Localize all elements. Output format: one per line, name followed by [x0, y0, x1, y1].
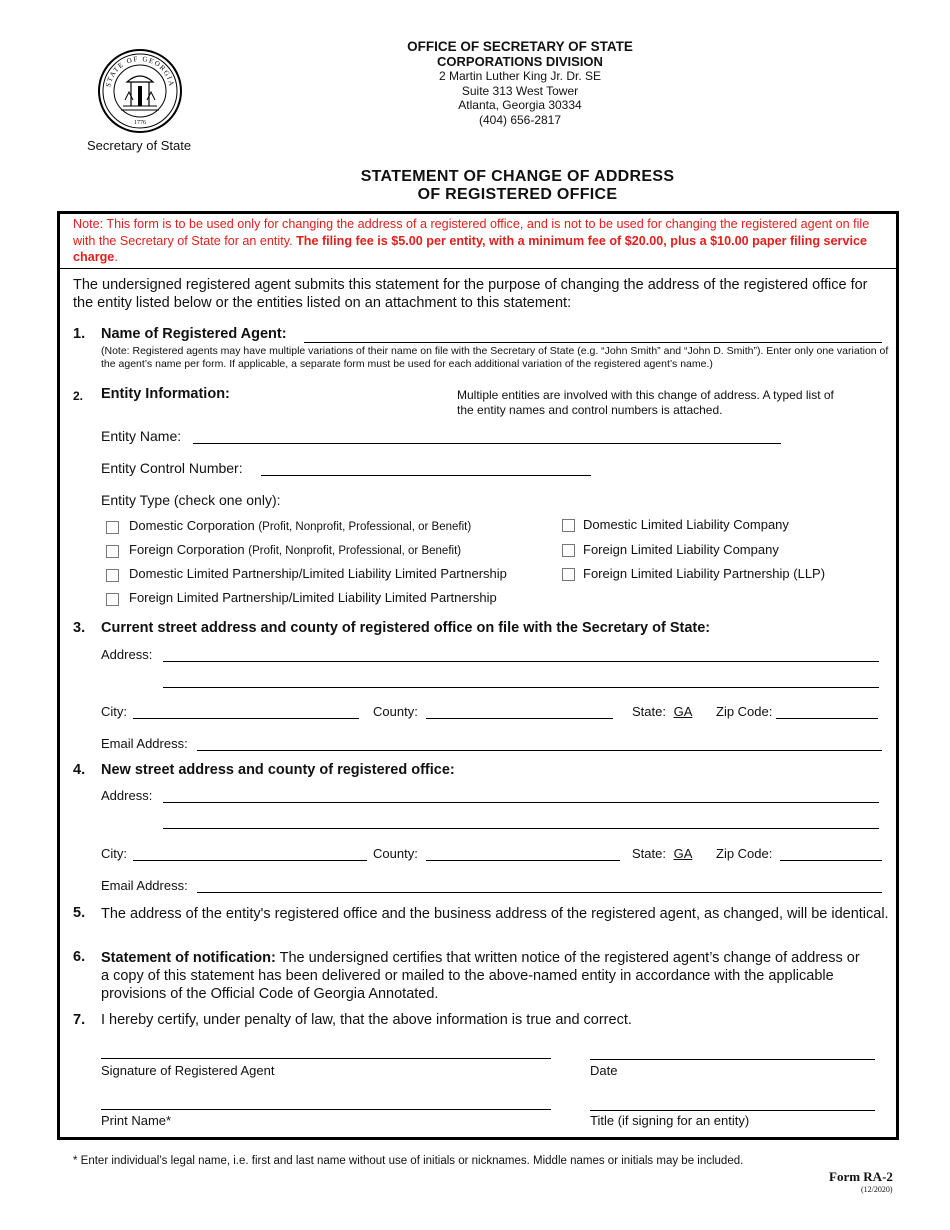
option-label: Domestic Corporation	[129, 518, 255, 533]
item-number-4: 4.	[73, 762, 86, 778]
checkbox-domestic-corporation[interactable]	[106, 521, 119, 534]
option-detail: (Profit, Nonprofit, Professional, or Benefit)	[248, 545, 462, 557]
current-city-label: City:	[101, 704, 127, 719]
entity-type-label: Entity Type (check one only):	[101, 492, 281, 508]
item-number-7: 7.	[73, 1012, 86, 1028]
new-email-field[interactable]	[197, 892, 882, 893]
item-number-1: 1.	[73, 326, 86, 342]
checkbox-foreign-llp[interactable]	[562, 568, 575, 581]
print-name-label: Print Name*	[101, 1113, 172, 1128]
option-domestic-llc: Domestic Limited Liability Company	[583, 517, 789, 532]
agent-name-label: Name of Registered Agent:	[101, 326, 287, 342]
signature-label: Signature of Registered Agent	[101, 1063, 275, 1078]
new-city-label: City:	[101, 846, 127, 861]
item-number-2: 2.	[73, 389, 84, 403]
note-period: .	[114, 250, 118, 264]
current-county-field[interactable]	[426, 718, 613, 719]
division-name: CORPORATIONS DIVISION	[437, 53, 603, 69]
footnote: * Enter individual’s legal name, i.e. first and last name without use of initials or nicknames. Middle names or initials may be included.	[73, 1155, 744, 1167]
note-divider	[60, 268, 898, 269]
option-foreign-lp: Foreign Limited Partnership/Limited Liability Limited Partnership	[129, 590, 497, 605]
option-label: Foreign Corporation	[129, 542, 245, 557]
entity-name-field[interactable]	[193, 443, 781, 444]
new-city-field[interactable]	[133, 860, 367, 861]
form-title	[300, 168, 735, 204]
option-detail: (Profit, Nonprofit, Professional, or Benefit)	[258, 521, 472, 533]
new-address-field-2[interactable]	[163, 828, 879, 829]
new-state-label	[632, 846, 696, 861]
address-line-3: Atlanta, Georgia 30334	[458, 98, 582, 112]
current-city-field[interactable]	[133, 718, 359, 719]
office-name: OFFICE OF SECRETARY OF STATE	[407, 39, 633, 54]
seal-year: 1776	[134, 120, 146, 126]
current-state-value: GA	[673, 704, 693, 719]
new-county-field[interactable]	[426, 860, 620, 861]
address-line-2: Suite 313 West Tower	[461, 83, 579, 98]
filing-note	[73, 216, 883, 266]
checkbox-foreign-llc[interactable]	[562, 544, 575, 557]
checkbox-foreign-lp[interactable]	[106, 593, 119, 606]
new-email-label: Email Address:	[101, 878, 188, 893]
new-county-label: County:	[373, 846, 418, 861]
item-7-text: I hereby certify, under penalty of law, that the above information is true and correct.	[101, 1012, 632, 1028]
entity-control-field[interactable]	[261, 475, 591, 476]
title-field[interactable]	[590, 1110, 875, 1111]
item-6-text	[101, 949, 871, 1003]
print-name-field[interactable]	[101, 1109, 551, 1110]
current-county-label: County:	[373, 704, 418, 719]
signature-field[interactable]	[101, 1058, 551, 1059]
checkbox-domestic-llc[interactable]	[562, 519, 575, 532]
new-address-heading: New street address and county of registered office:	[101, 762, 455, 778]
current-email-label: Email Address:	[101, 736, 188, 751]
seal-caption: Secretary of State	[87, 138, 192, 153]
new-address-field-1[interactable]	[163, 802, 879, 803]
title-label: Title (if signing for an entity)	[590, 1113, 750, 1128]
option-foreign-llc: Foreign Limited Liability Company	[583, 542, 779, 557]
item-number-6: 6.	[73, 949, 86, 965]
option-foreign-llp: Foreign Limited Liability Partnership (LLP)	[583, 566, 826, 581]
filing-fee-text: The filing fee is $5.00 per entity, with a minimum fee of $20.00, plus a $10.00 paper filing service charge	[73, 233, 867, 264]
form-id: Form RA-2	[829, 1169, 893, 1184]
state-label-text: State:	[632, 704, 666, 719]
checkbox-foreign-corporation[interactable]	[106, 545, 119, 558]
entity-name-label: Entity Name:	[101, 428, 182, 444]
item-number-3: 3.	[73, 620, 86, 636]
phone: (404) 656-2817	[478, 112, 562, 127]
option-foreign-corporation	[129, 542, 461, 557]
current-zip-field[interactable]	[776, 718, 878, 719]
current-zip-label: Zip Code:	[716, 704, 773, 719]
agent-name-note: (Note: Registered agents may have multiple variations of their name on file with the Secretary of State (e.g. “John Smith” and “John D. Smith”). Enter only one variation of the agent’s name per form. If applicable, a separate form must be used for each additional variation of the registered agent’s name.)	[101, 345, 889, 370]
intro-text: The undersigned registered agent submits this statement for the purpose of changing the address of the registered office for the entity listed below or the entities listed on an attachment to this statement:	[73, 277, 868, 311]
item-number-5: 5.	[73, 905, 86, 921]
address-line-1: 2 Martin Luther King Jr. Dr. SE	[438, 69, 602, 83]
georgia-seal-icon	[97, 48, 183, 134]
office-header	[340, 40, 700, 127]
current-address-field-1[interactable]	[163, 661, 879, 662]
new-zip-field[interactable]	[780, 860, 882, 861]
multiple-entities-note: Multiple entities are involved with this change of address. A typed list of the entity names and control numbers is attached.	[457, 388, 834, 417]
current-email-field[interactable]	[197, 750, 882, 751]
form-revision-date: (12/2020)	[861, 1185, 893, 1194]
state-seal	[97, 48, 183, 134]
item-5-text: The address of the entity's registered office and the business address of the registered agent, as changed, will be identical.	[101, 906, 889, 922]
current-address-heading: Current street address and county of registered office on file with the Secretary of State:	[101, 620, 711, 636]
date-label: Date	[590, 1063, 618, 1078]
date-field[interactable]	[590, 1059, 875, 1060]
seal-ring-text: STATE OF GEORGIA	[104, 54, 176, 88]
current-state-label	[632, 704, 696, 719]
notification-heading: Statement of notification:	[101, 950, 276, 966]
current-address-label: Address:	[101, 647, 153, 662]
notification-text: The undersigned certifies that written notice of the registered agent’s change of address or a copy of this statement has been delivered or mailed to the above-named entity in accordance with the applicable provisions of the Official Code of Georgia Annotated.	[101, 950, 860, 1002]
state-label-text: State:	[632, 846, 666, 861]
agent-name-field[interactable]	[304, 342, 882, 343]
note-text: Note: This form is to be used only for changing the address of a registered office, and is not to be used for changing the registered agent on file with the Secretary of State for an entity.	[73, 217, 870, 248]
new-zip-label: Zip Code:	[716, 846, 773, 861]
entity-info-heading: Entity Information:	[101, 386, 230, 402]
option-domestic-lp: Domestic Limited Partnership/Limited Liability Limited Partnership	[129, 566, 507, 581]
new-address-label: Address:	[101, 788, 153, 803]
checkbox-domestic-lp[interactable]	[106, 569, 119, 582]
option-domestic-corporation	[129, 518, 471, 533]
form-title-line-2: OF REGISTERED OFFICE	[417, 186, 618, 203]
form-title-line-1: STATEMENT OF CHANGE OF ADDRESS	[360, 168, 675, 185]
current-address-field-2[interactable]	[163, 687, 879, 688]
entity-control-label: Entity Control Number:	[101, 460, 243, 476]
new-state-value: GA	[673, 846, 693, 861]
